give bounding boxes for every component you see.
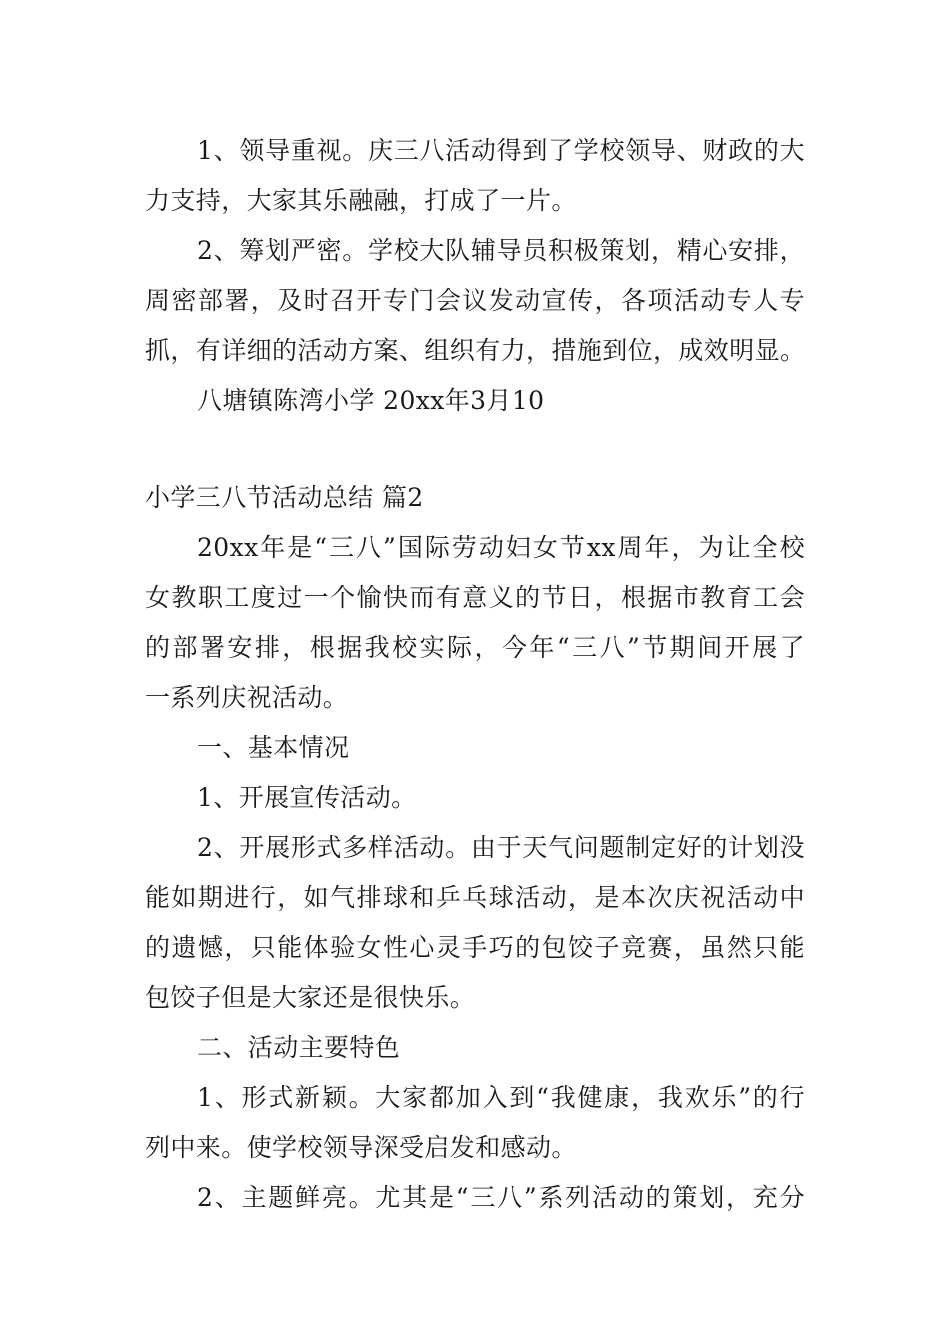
paragraph-line: 抓，有详细的活动方案、组织有力，措施到位，成效明显。 (145, 336, 806, 365)
section-heading: 二、活动主要特色 (197, 1033, 401, 1062)
paragraph-line: 周密部署，及时召开专门会议发动宣传，各项活动专人专 (145, 286, 805, 315)
paragraph-line: 女教职工度过一个愉快而有意义的节日，根据市教育工会 (145, 583, 805, 612)
paragraph-line: 20xx年是“三八”国际劳动妇女节xx周年，为让全校 (197, 533, 805, 562)
paragraph-line: 包饺子但是大家还是很快乐。 (145, 983, 476, 1012)
paragraph-line: 的部署安排，根据我校实际，今年“三八”节期间开展了 (145, 633, 805, 662)
paragraph-line: 力支持，大家其乐融融，打成了一片。 (145, 186, 577, 215)
paragraph-line: 2、筹划严密。学校大队辅导员积极策划，精心安排， (197, 236, 805, 265)
signature-line: 八塘镇陈湾小学 20xx年3月10 (197, 386, 545, 415)
list-item: 1、开展宣传活动。 (197, 783, 417, 812)
paragraph-line: 能如期进行，如气排球和乒乓球活动，是本次庆祝活动中 (145, 883, 805, 912)
paragraph-line: 2、开展形式多样活动。由于天气问题制定好的计划没 (197, 833, 805, 862)
paragraph-line: 的遗憾，只能体验女性心灵手巧的包饺子竞赛，虽然只能 (145, 933, 805, 962)
section-heading: 一、基本情况 (197, 733, 350, 762)
paragraph-line: 2、主题鲜亮。尤其是“三八”系列活动的策划，充分 (197, 1183, 805, 1212)
paragraph-line: 列中来。使学校领导深受启发和感动。 (145, 1133, 577, 1162)
section-title: 小学三八节活动总结 篇2 (145, 483, 424, 512)
paragraph-line: 一系列庆祝活动。 (145, 683, 349, 712)
paragraph-line: 1、形式新颖。大家都加入到“我健康，我欢乐”的行 (197, 1083, 805, 1112)
paragraph-line: 1、领导重视。庆三八活动得到了学校领导、财政的大 (197, 136, 805, 165)
